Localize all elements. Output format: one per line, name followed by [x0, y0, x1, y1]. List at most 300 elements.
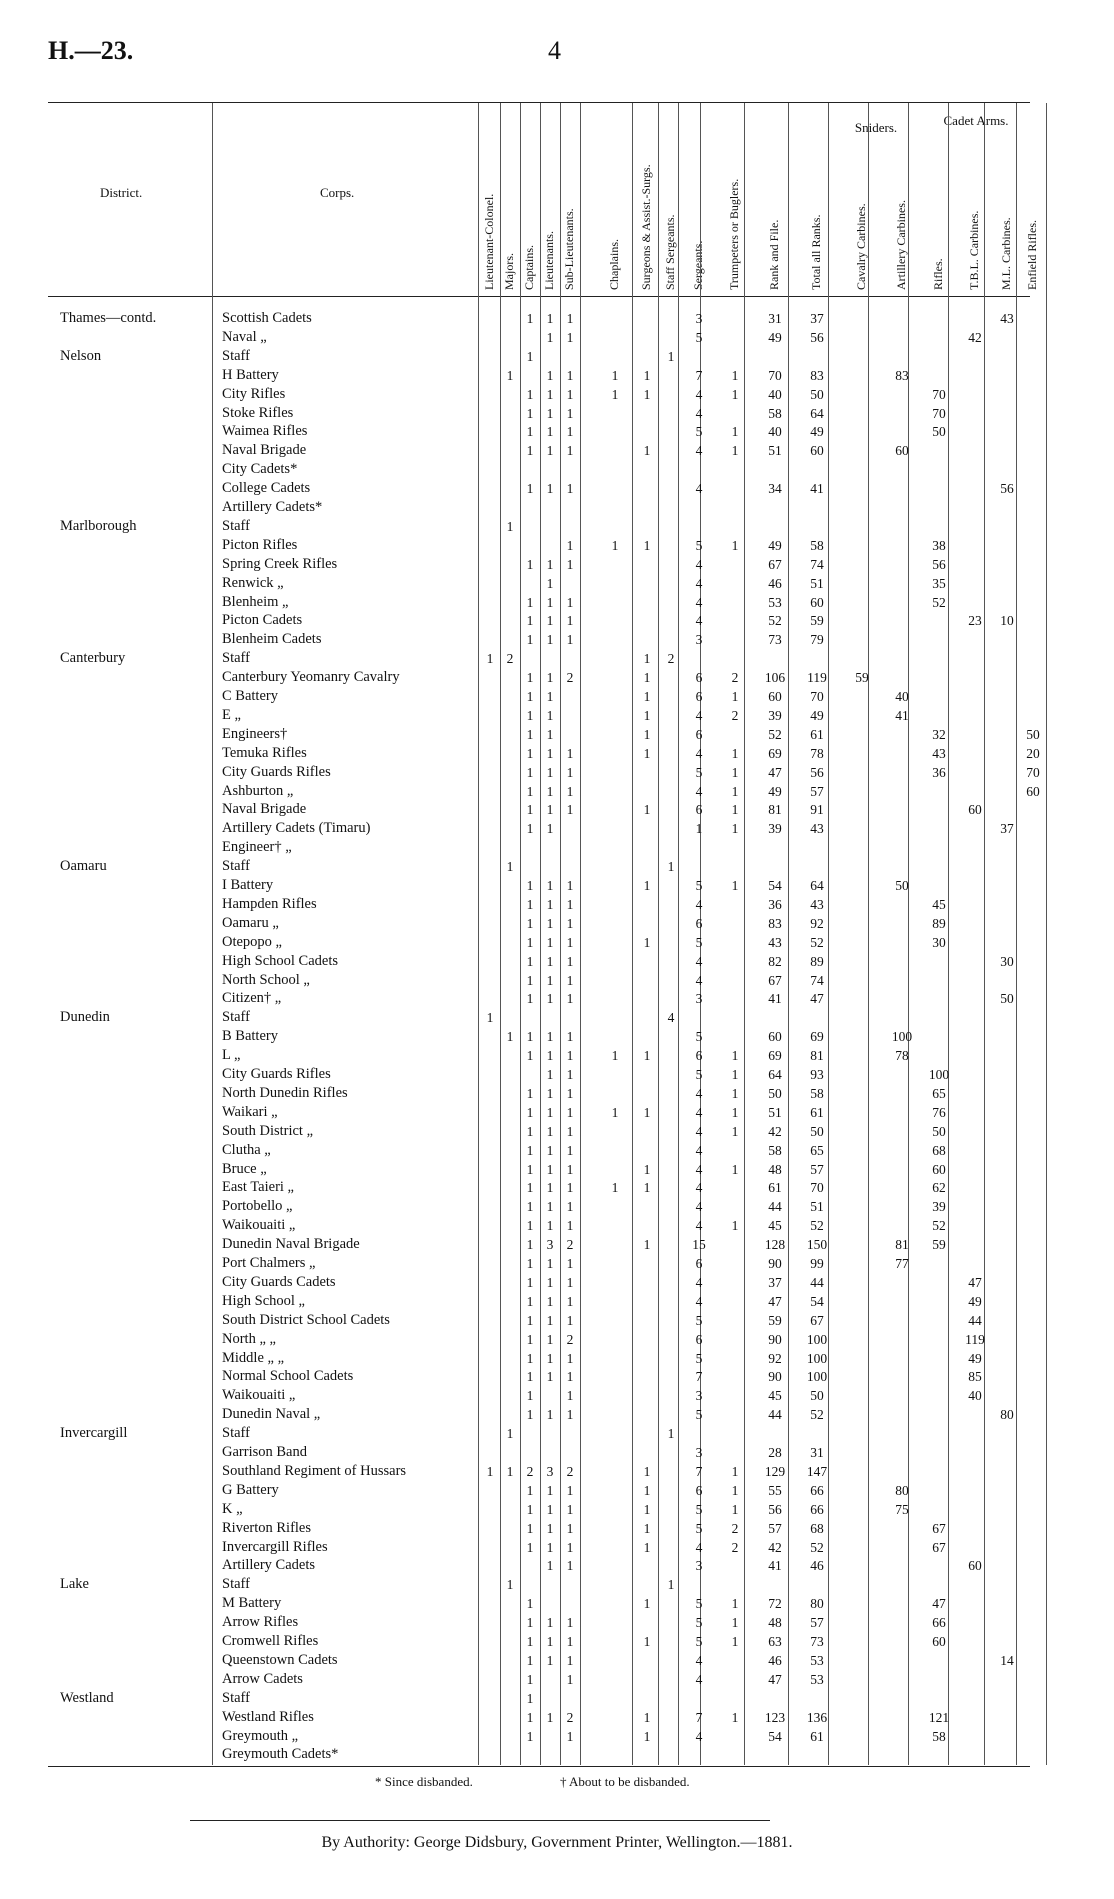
- value-cell: 52: [810, 934, 824, 950]
- value-cell: 4: [695, 1293, 703, 1309]
- value-cell: 1: [506, 1426, 514, 1442]
- corps-cell: City Cadets*: [222, 461, 298, 478]
- value-cell: 4: [695, 575, 703, 591]
- value-cell: 5: [695, 537, 703, 553]
- table-row: [0, 1481, 1114, 1500]
- corps-cell: North Dunedin Rifles: [222, 1084, 348, 1101]
- table-row: [0, 1160, 1114, 1179]
- value-cell: 59: [810, 613, 824, 629]
- table-row: [0, 1556, 1114, 1575]
- value-cell: 4: [695, 1671, 703, 1687]
- value-cell: 1: [486, 1010, 494, 1026]
- value-cell: 54: [768, 878, 782, 893]
- value-cell: 1: [546, 329, 554, 345]
- value-cell: 1: [566, 1369, 574, 1385]
- table-row: [0, 838, 1114, 857]
- value-cell: 1: [526, 972, 534, 988]
- corps-cell: Waikouaiti „: [222, 1387, 296, 1404]
- value-cell: 1: [546, 1218, 554, 1234]
- column-header-10: Rank and File.: [767, 219, 781, 290]
- corps-cell: City Guards Rifles: [222, 763, 331, 780]
- value-cell: 48: [768, 1161, 782, 1177]
- value-cell: 1: [566, 386, 574, 402]
- corps-cell: Cromwell Rifles: [222, 1633, 319, 1649]
- column-header-3: Lieutenants.: [542, 231, 556, 290]
- value-cell: 1: [566, 896, 574, 912]
- value-cell: 60: [768, 689, 782, 704]
- value-cell: 1: [546, 1104, 554, 1120]
- value-cell: 41: [810, 481, 824, 497]
- value-cell: 76: [932, 1104, 946, 1120]
- table-row: [0, 914, 1114, 933]
- value-cell: 1: [486, 651, 494, 667]
- table-row: [0, 649, 1114, 668]
- corps-cell: High School „: [222, 1292, 305, 1309]
- value-cell: 5: [695, 1501, 703, 1517]
- value-cell: 1: [526, 1237, 534, 1253]
- district-cell: Thames—contd.: [60, 310, 157, 326]
- table-row: [0, 1008, 1114, 1027]
- value-cell: 4: [695, 1274, 703, 1290]
- table-row: [0, 989, 1114, 1008]
- value-cell: 51: [810, 1199, 824, 1215]
- corps-cell: Waikari „: [222, 1103, 278, 1120]
- value-cell: 49: [768, 783, 782, 799]
- value-cell: 1: [526, 670, 534, 686]
- value-cell: 70: [932, 405, 946, 421]
- value-cell: 67: [768, 972, 782, 988]
- value-cell: 58: [932, 1728, 946, 1744]
- value-cell: 47: [768, 1293, 782, 1309]
- value-cell: 4: [695, 1123, 703, 1139]
- value-cell: 1: [643, 670, 651, 686]
- value-cell: 1: [566, 1388, 574, 1404]
- footnote-to-be-disbanded: † About to be disbanded.: [560, 1774, 690, 1789]
- table-row: [0, 1443, 1114, 1462]
- value-cell: 46: [768, 575, 782, 591]
- value-cell: 1: [566, 802, 574, 818]
- value-cell: 1: [611, 1048, 619, 1064]
- value-cell: 47: [810, 991, 824, 1007]
- value-cell: 1: [526, 1312, 534, 1328]
- table-row: [0, 1613, 1114, 1632]
- value-cell: 3: [546, 1463, 554, 1479]
- table-row: [0, 1500, 1114, 1519]
- corps-cell: Dunedin Naval „: [222, 1406, 321, 1423]
- table-row: [0, 1141, 1114, 1160]
- table-row: [0, 422, 1114, 441]
- corps-cell: Westland Rifles: [222, 1708, 314, 1725]
- value-cell: 40: [768, 424, 782, 440]
- value-cell: 30: [1000, 953, 1014, 969]
- corps-cell: Naval Brigade: [222, 442, 307, 459]
- value-cell: 1: [506, 1577, 514, 1593]
- value-cell: 1: [566, 1199, 574, 1215]
- value-cell: 47: [968, 1274, 982, 1290]
- value-cell: 60: [810, 443, 824, 459]
- corps-cell: K „: [222, 1500, 243, 1517]
- value-cell: 34: [768, 481, 782, 497]
- value-cell: 55: [768, 1482, 782, 1498]
- value-cell: 1: [566, 1085, 574, 1101]
- value-cell: 7: [695, 1709, 703, 1725]
- value-cell: 44: [768, 1407, 782, 1423]
- value-cell: 1: [526, 689, 534, 704]
- value-cell: 1: [526, 1142, 534, 1158]
- value-cell: 1: [731, 443, 739, 459]
- value-cell: 45: [932, 896, 946, 912]
- value-cell: 62: [932, 1180, 946, 1196]
- value-cell: 1: [526, 745, 534, 761]
- table-row: [0, 1538, 1114, 1557]
- value-cell: 89: [810, 953, 824, 969]
- district-header: District.: [100, 185, 143, 200]
- table-row: [0, 1689, 1114, 1708]
- corps-cell: Staff: [222, 1576, 250, 1593]
- value-cell: 42: [768, 1123, 782, 1139]
- value-cell: 1: [731, 764, 739, 780]
- value-cell: 50: [932, 424, 946, 440]
- value-cell: 129: [764, 1463, 786, 1479]
- value-cell: 4: [695, 896, 703, 912]
- value-cell: 1: [566, 878, 574, 893]
- corps-cell: Middle „ „: [222, 1349, 285, 1366]
- column-header-9: Trumpeters or Buglers.: [727, 178, 741, 290]
- corps-cell: Blenheim Cadets: [222, 631, 322, 648]
- corps-cell: Temuka Rifles: [222, 744, 307, 761]
- value-cell: 77: [895, 1256, 909, 1271]
- value-cell: 5: [695, 878, 703, 893]
- corps-cell: Staff: [222, 1689, 250, 1706]
- value-cell: 1: [546, 1501, 554, 1517]
- value-cell: 1: [526, 764, 534, 780]
- corps-cell: High School Cadets: [222, 952, 338, 969]
- value-cell: 1: [526, 1501, 534, 1517]
- table-row: [0, 1046, 1114, 1065]
- district-cell: Westland: [60, 1689, 114, 1706]
- value-cell: 61: [810, 1728, 824, 1744]
- value-cell: 128: [764, 1237, 786, 1253]
- value-cell: 3: [695, 1445, 703, 1460]
- table-row: [0, 1254, 1114, 1273]
- table-row: [0, 952, 1114, 971]
- value-cell: 43: [810, 896, 824, 912]
- value-cell: 66: [810, 1501, 824, 1517]
- value-cell: 40: [968, 1388, 982, 1404]
- corps-cell: Waikouaiti „: [222, 1217, 296, 1234]
- corps-cell: Staff: [222, 347, 250, 364]
- corps-cell: Arrow Cadets: [222, 1670, 303, 1687]
- value-cell: 52: [768, 726, 782, 742]
- value-cell: 1: [731, 1482, 739, 1498]
- value-cell: 60: [932, 1634, 946, 1649]
- table-row: [0, 971, 1114, 990]
- value-cell: 50: [810, 1388, 824, 1404]
- value-cell: 1: [526, 1652, 534, 1668]
- top-rule: [48, 102, 1030, 103]
- column-header-12: Cavalry Carbines.: [854, 203, 868, 290]
- value-cell: 61: [768, 1180, 782, 1196]
- district-cell: Dunedin: [60, 1009, 110, 1026]
- corps-cell: Blenheim „: [222, 593, 289, 610]
- corps-cell: Staff: [222, 517, 250, 534]
- value-cell: 1: [546, 821, 554, 837]
- value-cell: 1: [731, 878, 739, 893]
- value-cell: 5: [695, 1029, 703, 1045]
- value-cell: 1: [546, 915, 554, 931]
- value-cell: 1: [566, 1634, 574, 1649]
- value-cell: 2: [731, 1520, 739, 1536]
- value-cell: 1: [526, 1690, 534, 1706]
- value-cell: 1: [643, 745, 651, 761]
- value-cell: 1: [731, 367, 739, 383]
- value-cell: 64: [810, 878, 824, 893]
- value-cell: 1: [566, 1728, 574, 1744]
- corps-cell: Waimea Rifles: [222, 423, 308, 440]
- value-cell: 1: [566, 1501, 574, 1517]
- value-cell: 81: [895, 1237, 909, 1253]
- table-row: [0, 347, 1114, 366]
- value-cell: 41: [895, 707, 909, 723]
- value-cell: 4: [695, 594, 703, 610]
- value-cell: 83: [768, 915, 782, 931]
- value-cell: 5: [695, 329, 703, 345]
- value-cell: 50: [1026, 726, 1040, 742]
- value-cell: 1: [566, 1652, 574, 1668]
- value-cell: 1: [526, 1369, 534, 1385]
- value-cell: 1: [731, 386, 739, 402]
- value-cell: 45: [768, 1388, 782, 1404]
- value-cell: 1: [611, 367, 619, 383]
- value-cell: 1: [526, 1199, 534, 1215]
- value-cell: 1: [526, 443, 534, 459]
- value-cell: 1: [546, 1350, 554, 1366]
- value-cell: 5: [695, 1067, 703, 1082]
- value-cell: 6: [695, 1331, 703, 1347]
- value-cell: 80: [1000, 1407, 1014, 1423]
- value-cell: 1: [526, 1218, 534, 1234]
- value-cell: 1: [526, 1615, 534, 1631]
- value-cell: 56: [810, 329, 824, 345]
- value-cell: 1: [566, 1482, 574, 1498]
- value-cell: 1: [546, 575, 554, 591]
- table-row: [0, 574, 1114, 593]
- value-cell: 51: [768, 1104, 782, 1120]
- value-cell: 1: [546, 745, 554, 761]
- value-cell: 67: [810, 1312, 824, 1328]
- value-cell: 1: [731, 1615, 739, 1631]
- value-cell: 40: [768, 386, 782, 402]
- value-cell: 73: [810, 1634, 824, 1649]
- value-cell: 5: [695, 1350, 703, 1366]
- value-cell: 1: [731, 424, 739, 440]
- table-row: [0, 517, 1114, 536]
- table-row: [0, 1122, 1114, 1141]
- value-cell: 1: [566, 915, 574, 931]
- value-cell: 1: [566, 1029, 574, 1045]
- value-cell: 1: [731, 1161, 739, 1177]
- value-cell: 7: [695, 1369, 703, 1385]
- value-cell: 1: [546, 783, 554, 799]
- value-cell: 1: [731, 1463, 739, 1479]
- value-cell: 121: [928, 1709, 950, 1725]
- table-row: [0, 1708, 1114, 1727]
- table-row: [0, 1292, 1114, 1311]
- value-cell: 1: [643, 1237, 651, 1253]
- value-cell: 1: [566, 367, 574, 383]
- value-cell: 69: [768, 1048, 782, 1064]
- value-cell: 50: [810, 1123, 824, 1139]
- value-cell: 1: [643, 689, 651, 704]
- value-cell: 4: [695, 1728, 703, 1744]
- value-cell: 50: [768, 1085, 782, 1101]
- corps-cell: Picton Rifles: [222, 536, 298, 553]
- value-cell: 52: [810, 1218, 824, 1234]
- value-cell: 50: [1000, 991, 1014, 1007]
- value-cell: 2: [566, 1463, 574, 1479]
- value-cell: 39: [768, 821, 782, 837]
- value-cell: 57: [768, 1520, 782, 1536]
- district-cell: Canterbury: [60, 650, 126, 667]
- value-cell: 1: [506, 518, 514, 534]
- value-cell: 38: [932, 537, 946, 553]
- value-cell: 1: [566, 1123, 574, 1139]
- value-cell: 3: [695, 991, 703, 1007]
- value-cell: 1: [611, 537, 619, 553]
- value-cell: 90: [768, 1256, 782, 1271]
- value-cell: 150: [806, 1237, 828, 1253]
- value-cell: 1: [526, 613, 534, 629]
- value-cell: 1: [611, 386, 619, 402]
- column-header-8: Sergeants.: [691, 240, 705, 290]
- value-cell: 1: [566, 1048, 574, 1064]
- value-cell: 4: [695, 707, 703, 723]
- value-cell: 1: [526, 953, 534, 969]
- corps-cell: L „: [222, 1047, 241, 1064]
- value-cell: 4: [695, 1104, 703, 1120]
- value-cell: 1: [526, 481, 534, 497]
- value-cell: 5: [695, 1615, 703, 1631]
- table-row: [0, 1575, 1114, 1594]
- value-cell: 1: [546, 1331, 554, 1347]
- value-cell: 1: [546, 1048, 554, 1064]
- value-cell: 100: [806, 1369, 828, 1385]
- value-cell: 90: [768, 1369, 782, 1385]
- value-cell: 1: [731, 821, 739, 837]
- table-row: [0, 800, 1114, 819]
- corps-cell: H Battery: [222, 366, 279, 383]
- value-cell: 1: [566, 1615, 574, 1631]
- value-cell: 1: [546, 443, 554, 459]
- value-cell: 1: [566, 405, 574, 421]
- value-cell: 45: [768, 1218, 782, 1234]
- value-cell: 56: [1000, 481, 1014, 497]
- table-row: [0, 1405, 1114, 1424]
- value-cell: 5: [695, 1520, 703, 1536]
- value-cell: 1: [566, 1067, 574, 1082]
- value-cell: 78: [810, 745, 824, 761]
- value-cell: 6: [695, 726, 703, 742]
- corps-cell: C Battery: [222, 688, 278, 704]
- value-cell: 1: [643, 386, 651, 402]
- value-cell: 1: [526, 556, 534, 572]
- value-cell: 49: [968, 1293, 982, 1309]
- district-cell: Invercargill: [60, 1425, 128, 1442]
- value-cell: 69: [768, 745, 782, 761]
- value-cell: 1: [546, 1199, 554, 1215]
- table-row: [0, 441, 1114, 460]
- value-cell: 59: [768, 1312, 782, 1328]
- value-cell: 1: [546, 386, 554, 402]
- value-cell: 67: [768, 556, 782, 572]
- corps-cell: City Guards Rifles: [222, 1066, 331, 1082]
- value-cell: 85: [968, 1369, 982, 1385]
- value-cell: 1: [695, 821, 703, 837]
- value-cell: 43: [768, 934, 782, 950]
- corps-cell: Picton Cadets: [222, 612, 303, 629]
- corps-cell: Arrow Rifles: [222, 1614, 299, 1631]
- value-cell: 4: [695, 1199, 703, 1215]
- column-header-16: M.L. Carbines.: [999, 217, 1013, 290]
- value-cell: 63: [768, 1634, 782, 1649]
- table-row: [0, 1349, 1114, 1368]
- value-cell: 1: [566, 991, 574, 1007]
- value-cell: 70: [1026, 764, 1040, 780]
- value-cell: 1: [526, 783, 534, 799]
- value-cell: 1: [566, 783, 574, 799]
- column-header-6: Surgeons & Assist.-Surgs.: [639, 164, 653, 290]
- corps-cell: Invercargill Rifles: [222, 1538, 328, 1555]
- value-cell: 41: [768, 991, 782, 1007]
- value-cell: 1: [643, 367, 651, 383]
- value-cell: 1: [526, 1596, 534, 1612]
- value-cell: 5: [695, 424, 703, 440]
- value-cell: 66: [810, 1482, 824, 1498]
- value-cell: 1: [643, 1728, 651, 1744]
- value-cell: 2: [526, 1463, 534, 1479]
- value-cell: 5: [695, 1596, 703, 1612]
- value-cell: 4: [695, 1161, 703, 1177]
- value-cell: 4: [695, 556, 703, 572]
- value-cell: 92: [768, 1350, 782, 1366]
- table-row: [0, 479, 1114, 498]
- value-cell: 57: [810, 1161, 824, 1177]
- column-header-17: Enfield Rifles.: [1025, 220, 1039, 290]
- district-cell: Nelson: [60, 347, 102, 364]
- value-cell: 49: [768, 329, 782, 345]
- value-cell: 6: [695, 1048, 703, 1064]
- value-cell: 1: [566, 1350, 574, 1366]
- value-cell: 1: [546, 934, 554, 950]
- value-cell: 1: [526, 311, 534, 326]
- value-cell: 1: [566, 972, 574, 988]
- value-cell: 70: [932, 386, 946, 402]
- value-cell: 1: [566, 613, 574, 629]
- printer-imprint: By Authority: George Didsbury, Government Printer, Wellington.—1881.: [321, 1834, 793, 1851]
- value-cell: 4: [695, 1142, 703, 1158]
- corps-cell: Port Chalmers „: [222, 1255, 316, 1271]
- table-row: [0, 1651, 1114, 1670]
- value-cell: 1: [546, 1615, 554, 1631]
- value-cell: 1: [526, 1123, 534, 1139]
- value-cell: 52: [932, 1218, 946, 1234]
- table-row: [0, 1745, 1114, 1764]
- table-row: [0, 876, 1114, 895]
- corps-cell: South District School Cadets: [222, 1311, 390, 1328]
- table-row: [0, 404, 1114, 423]
- value-cell: 64: [810, 405, 824, 421]
- page-code: H.—23.: [48, 36, 134, 65]
